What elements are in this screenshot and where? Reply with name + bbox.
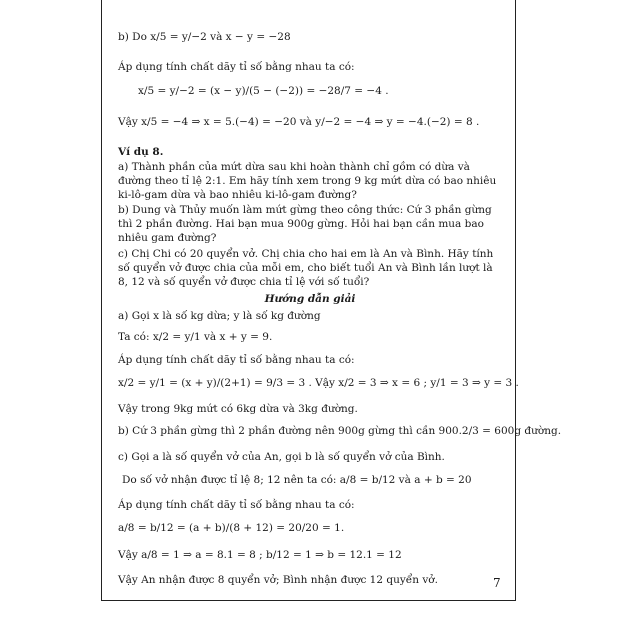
equation-3: a/8 = b/12 = (a + b)/(8 + 12) = 20/20 = 1. (118, 522, 345, 534)
solution-a-given: Ta có: x/2 = y/1 và x + y = 9. (118, 331, 273, 343)
conclusion-1: Vậy x/5 = −4 ⇒ x = 5.(−4) = −20 và y/−2 = −4 ⇒ y = −4.(−2) = 8 . (118, 116, 480, 128)
page-number: 7 (493, 576, 501, 590)
solution-c-intro: c) Gọi a là số quyển vở của An, gọi b là số quyển vở của Bình. (118, 451, 445, 463)
equation-1: x/5 = y/−2 = (x − y)/(5 − (−2)) = −28/7 = −4 . (138, 85, 389, 97)
part-b-intro: b) Do x/5 = y/−2 và x − y = −28 (118, 31, 291, 43)
apply-property-1: Áp dụng tính chất dãy tỉ số bằng nhau ta có: (118, 61, 355, 73)
solution-c-given: Do số vở nhận được tỉ lệ 8; 12 nên ta có: a/8 = b/12 và a + b = 20 (122, 474, 472, 486)
question-c: c) Chị Chi có 20 quyển vở. Chị chia cho hai em là An và Bình. Hãy tính số quyển vở được chia của mỗi em, cho biết tuổi An và Bình lần lượt là 8, 12 và số quyển vở được chia tỉ lệ với số tuổi? (118, 248, 494, 288)
solution-b: b) Cứ 3 phần gừng thì 2 phần đường nên 900g gừng thì cần 900.2/3 = 600g đường. (118, 425, 562, 437)
solution-a-intro: a) Gọi x là số kg dừa; y là số kg đường (118, 310, 321, 322)
conclusion-2: Vậy trong 9kg mứt có 6kg dừa và 3kg đường. (118, 403, 358, 415)
conclusion-3: Vậy a/8 = 1 ⇒ a = 8.1 = 8 ; b/12 = 1 ⇒ b = 12.1 = 12 (118, 549, 402, 561)
final-answer: Vậy An nhận được 8 quyển vở; Bình nhận được 12 quyển vở. (118, 574, 438, 586)
example-title: Ví dụ 8. (118, 146, 164, 158)
apply-property-2: Áp dụng tính chất dãy tỉ số bằng nhau ta có: (118, 354, 355, 366)
question-b: b) Dung và Thủy muốn làm mứt gừng theo công thức: Cứ 3 phần gừng thì 2 phần đường. Hai bạn mua 900g gừng. Hỏi hai bạn cần mua bao nhiêu gam đường? (118, 204, 492, 244)
apply-property-3: Áp dụng tính chất dãy tỉ số bằng nhau ta có: (118, 499, 355, 511)
equation-2: x/2 = y/1 = (x + y)/(2+1) = 9/3 = 3 . Vậy x/2 = 3 ⇒ x = 6 ; y/1 = 3 ⇒ y = 3 . (118, 377, 519, 389)
solution-heading: Hướng dẫn giải (264, 293, 356, 305)
question-a: a) Thành phần của mứt dừa sau khi hoàn thành chỉ gồm có dừa và đường theo tỉ lệ 2:1. Em hãy tính xem trong 9 kg mứt dừa có bao nhiêu ki-lô-gam dừa và bao nhiêu ki-lô-gam đường? (118, 161, 497, 201)
